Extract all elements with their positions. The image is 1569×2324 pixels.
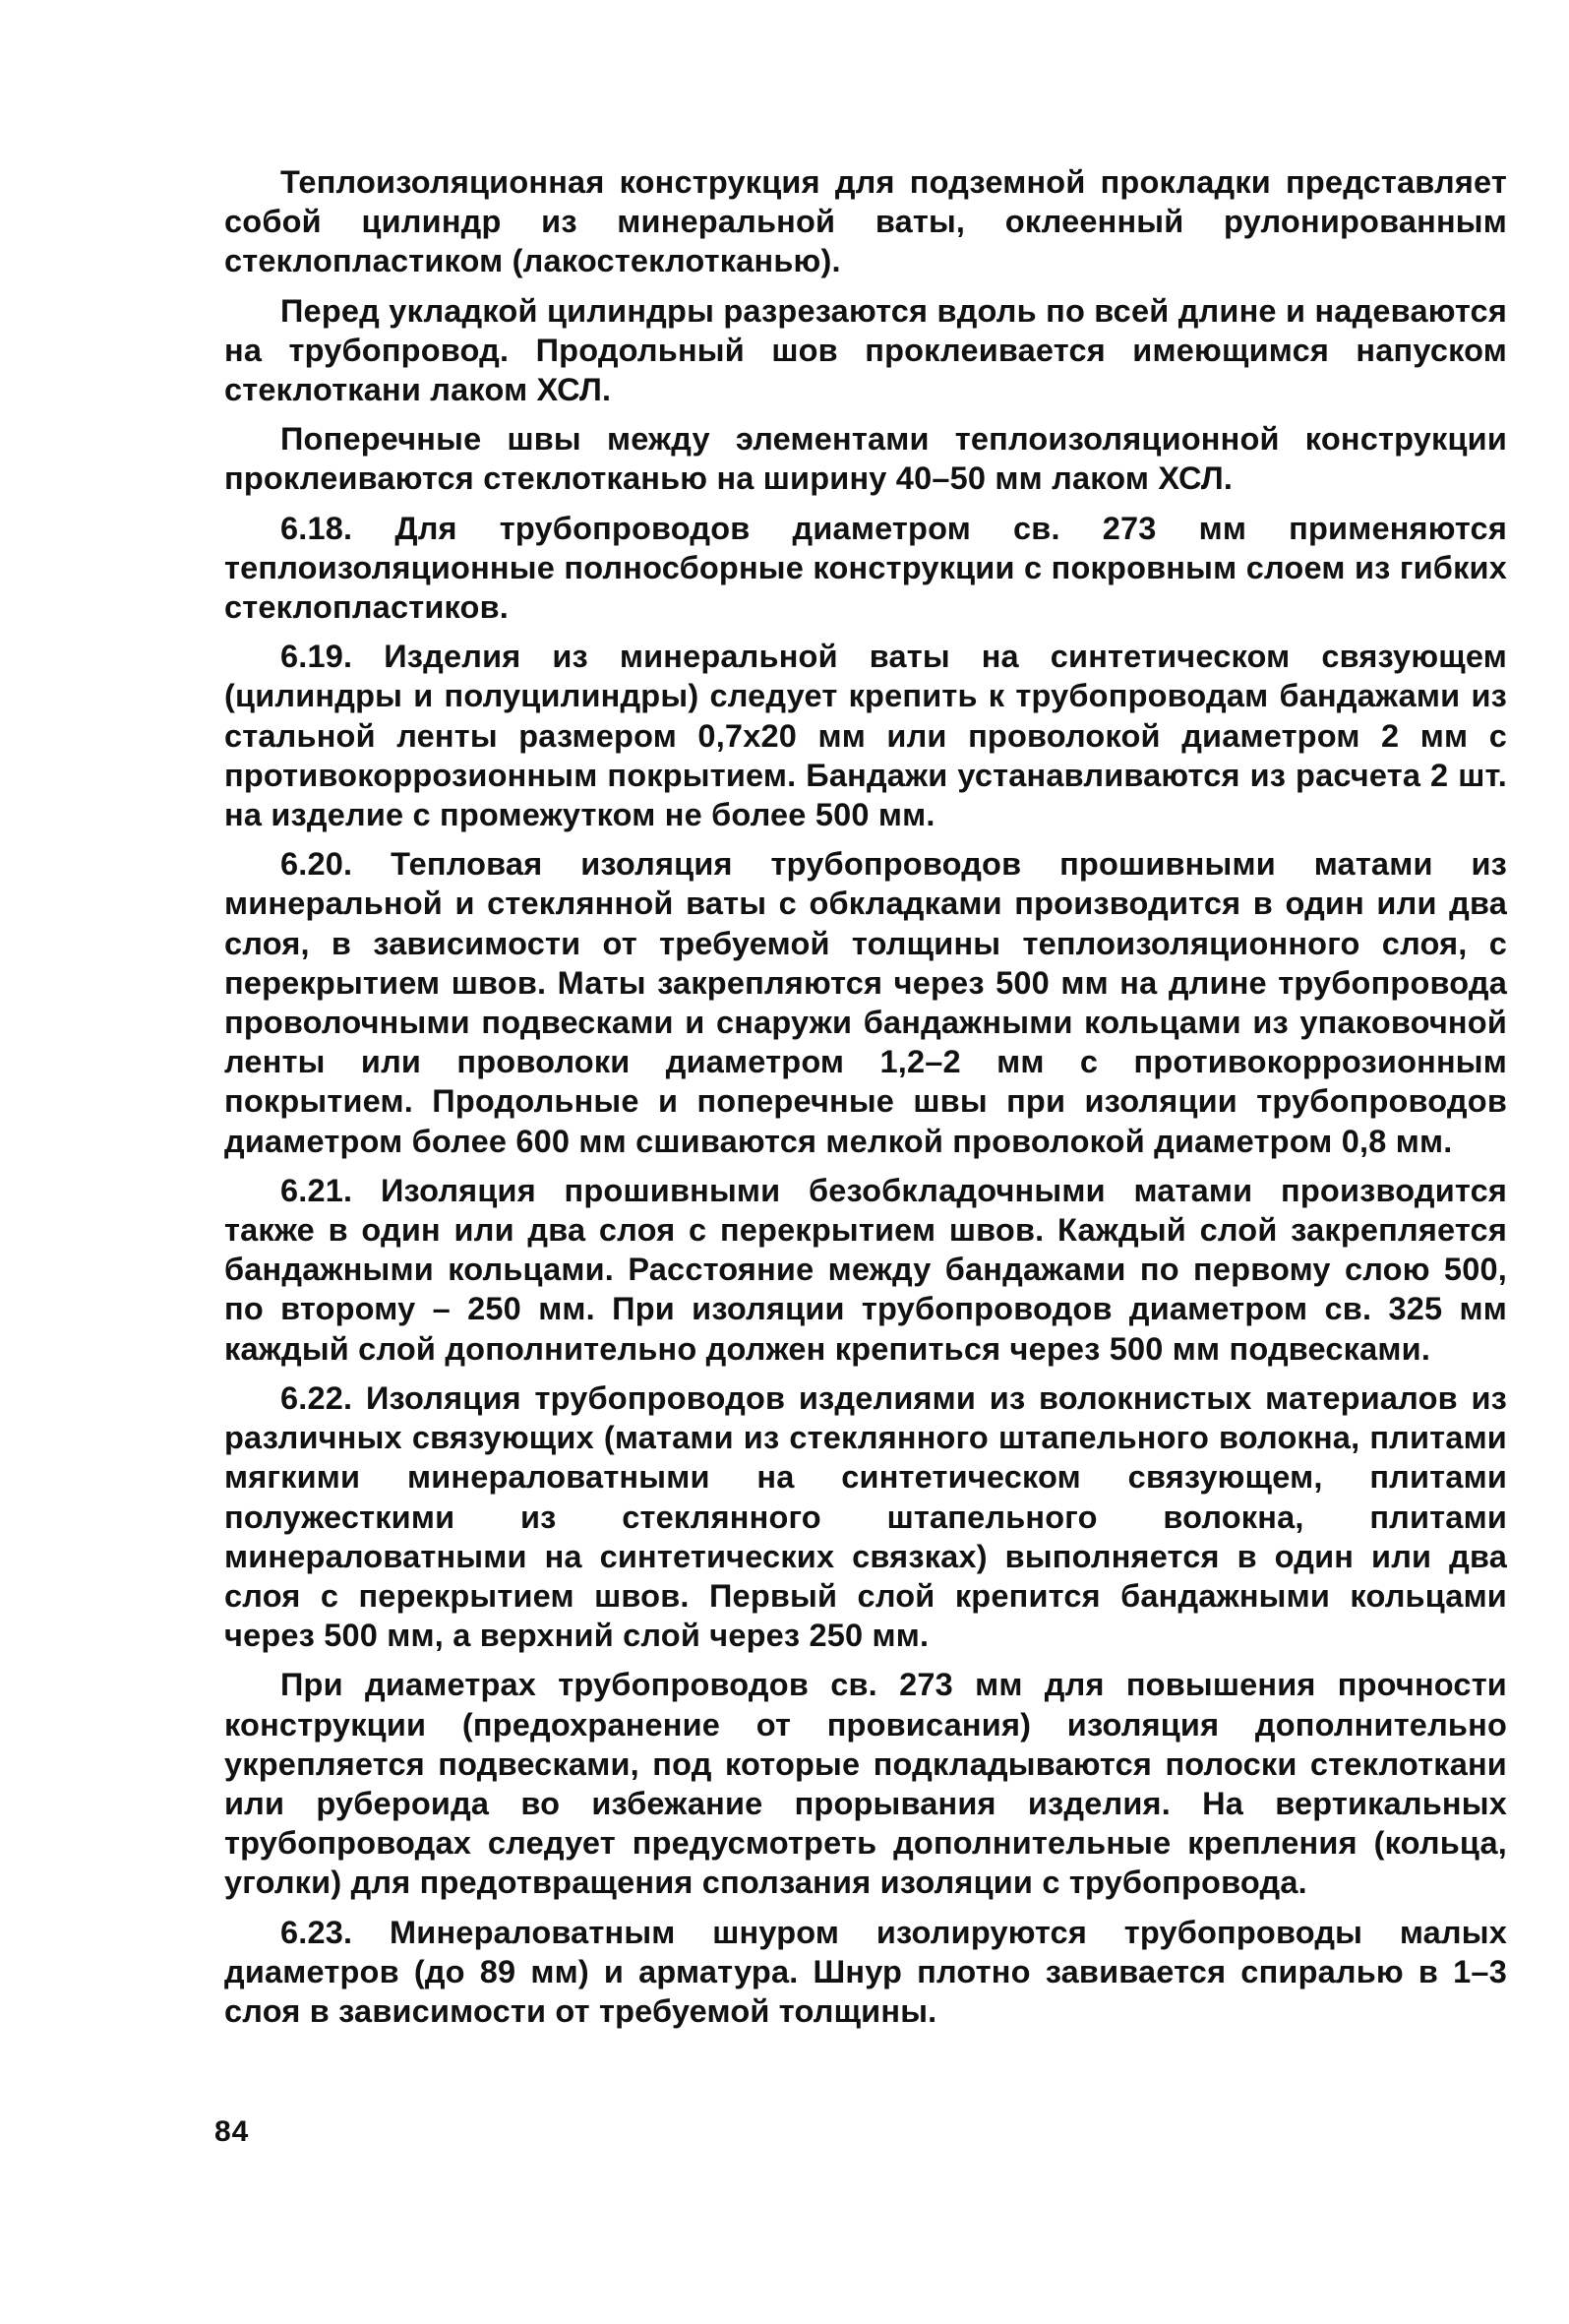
page-number: 84 — [214, 2115, 250, 2148]
paragraph-cutting: Перед укладкой цилиндры разрезаются вдоль по всей длине и надеваются на трубопровод. Продольный шов проклеивается имеющимся напуском стеклоткани лаком ХСЛ. — [224, 292, 1507, 408]
section-number: 6.20. — [280, 846, 353, 883]
paragraph-6-22: 6.22. Изоляция трубопроводов изделиями из волокнистых материалов из различных связующих (матами из стеклянного штапельного волокна, плитами мягкими минераловатными на синтетическом связующем, плитами полужесткими из стеклянного штапельного волокна, плитами минераловатными на синтетических связках) выполняется в один или два слоя с перекрытием швов. Первый слой крепится бандажными кольцами через 500 мм, а верхний слой через 250 мм. — [224, 1379, 1507, 1654]
paragraph-intro: Теплоизоляционная конструкция для подземной прокладки представляет собой цилиндр из минеральной ваты, оклеенный рулонированным стеклопластиком (лакостеклотканью). — [224, 164, 1507, 279]
paragraph-6-23: 6.23. Минераловатным шнуром изолируются трубопроводы малых диаметров (до 89 мм) и арматура. Шнур плотно завивается спиралью в 1–3 слоя в зависимости от требуемой толщины. — [224, 1914, 1508, 2029]
section-number: 6.21. — [280, 1172, 353, 1208]
paragraph-6-20: 6.20. Тепловая изоляция трубопроводов прошивными матами из минеральной и стеклянной ваты с обкладками производится в один или два слоя, в зависимости от требуемой толщины теплоизоляционного слоя, с перекрытием швов. Маты закрепляются через 500 мм на длине трубопровода проволочными подвесками и снаружи бандажными кольцами из упаковочной ленты или проволоки диаметром 1,2–2 мм с противокоррозионным покрытием. Продольные и поперечные швы при изоляции трубопроводов диаметром более 600 мм сшиваются мелкой проволокой диаметром 0,8 мм. — [224, 846, 1508, 1159]
paragraph-large-diameters: При диаметрах трубопроводов св. 273 мм для повышения прочности конструкции (предохранение от провисания) изоляция дополнительно укрепляется подвесками, под которые подкладываются полоски стеклоткани или рубероида во избежание прорывания изделия. На вертикальных трубопроводах следует предусмотреть дополнительные крепления (кольца, уголки) для предотвращения сползания изоляции с трубопровода. — [224, 1667, 1507, 1901]
paragraph-6-19: 6.19. Изделия из минеральной ваты на синтетическом связующем (цилиндры и полуцилиндры) следует крепить к трубопроводам бандажами из стальной ленты размером 0,7x20 мм или проволокой диаметром 2 мм с противокоррозионным покрытием. Бандажи устанавливаются из расчета 2 шт. на изделие с промежутком не более 500 мм. — [224, 639, 1507, 833]
paragraph-transverse-seams: Поперечные швы между элементами теплоизоляционной конструкции проклеиваются стеклотканью на ширину 40–50 мм лаком ХСЛ. — [224, 421, 1507, 497]
page-body — [224, 162, 1507, 2041]
section-number: 6.19. — [280, 639, 353, 675]
section-number: 6.23. — [280, 1914, 353, 1950]
paragraph-6-18: 6.18. Для трубопроводов диаметром св. 273 мм применяются теплоизоляционные полносборные конструкции с покровным слоем из гибких стеклопластиков. — [224, 510, 1507, 626]
paragraph-6-21: 6.21. Изоляция прошивными безобкладочными матами производится также в один или два слоя с перекрытием швов. Каждый слой закрепляется бандажными кольцами. Расстояние между бандажами по первому слою 500, по второму – 250 мм. При изоляции трубопроводов диаметром св. 325 мм каждый слой дополнительно должен крепиться через 500 мм подвесками. — [224, 1172, 1508, 1367]
section-number: 6.22. — [280, 1379, 353, 1416]
section-number: 6.18. — [280, 510, 353, 546]
